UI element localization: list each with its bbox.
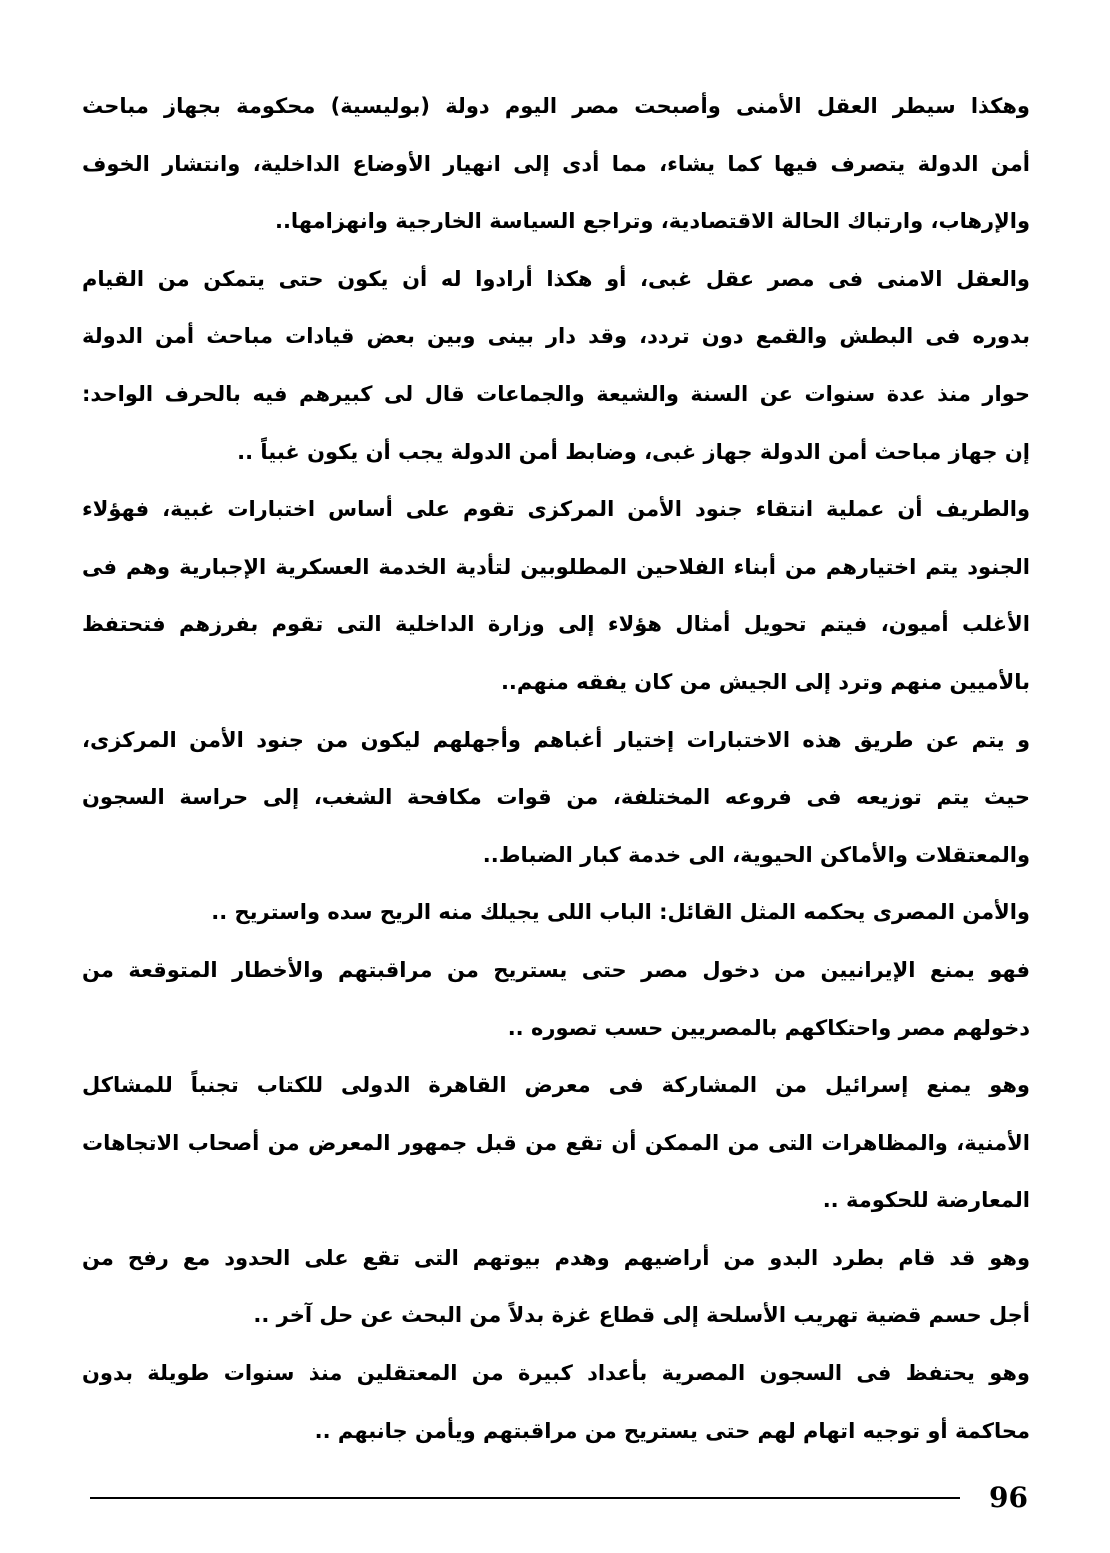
text-line: الجنود يتم اختيارهم من أبناء الفلاحين المطلوبين لتأدية الخدمة العسكرية الإجبارية وهم فى bbox=[82, 554, 1030, 579]
text-line: المعارضة للحكومة .. bbox=[822, 1188, 1030, 1213]
text-line: حوار منذ عدة سنوات عن السنة والشيعة والجماعات قال لى كبيرهم فيه بالحرف الواحد: bbox=[82, 381, 1030, 406]
text-line: حيث يتم توزيعه فى فروعه المختلفة، من قوات مكافحة الشغب، إلى حراسة السجون bbox=[82, 785, 1030, 810]
text-line: دخولهم مصر واحتكاكهم بالمصريين حسب تصوره .. bbox=[507, 1015, 1030, 1040]
text-line: والأمن المصرى يحكمه المثل القائل: الباب اللى يجيلك منه الريح سده واستريح .. bbox=[211, 900, 1030, 925]
text-line: وهو يحتفظ فى السجون المصرية بأعداد كبيرة من المعتقلين منذ سنوات طويلة بدون bbox=[82, 1361, 1030, 1386]
paragraph bbox=[82, 1057, 1030, 1230]
text-line: محاكمة أو توجيه اتهام لهم حتى يستريح من مراقبتهم ويأمن جانبهم .. bbox=[314, 1418, 1030, 1443]
paragraph bbox=[82, 1230, 1030, 1345]
paragraph bbox=[82, 712, 1030, 885]
text-line: والطريف أن عملية انتقاء جنود الأمن المركزى تقوم على أساس اختبارات غبية، فهؤلاء bbox=[82, 497, 1030, 522]
paragraph bbox=[82, 251, 1030, 481]
page-number: 96 bbox=[989, 1481, 1028, 1514]
paragraph bbox=[82, 78, 1030, 251]
paragraph bbox=[82, 481, 1030, 711]
text-line: و يتم عن طريق هذه الاختبارات إختيار أغباهم وأجهلهم ليكون من جنود الأمن المركزى، bbox=[82, 727, 1030, 752]
text-line: الأغلب أميون، فيتم تحويل أمثال هؤلاء إلى وزارة الداخلية التى تقوم بفرزهم فتحتفظ bbox=[82, 612, 1030, 637]
page-footer bbox=[82, 1478, 1030, 1518]
text-line: أمن الدولة يتصرف فيها كما يشاء، مما أدى إلى انهيار الأوضاع الداخلية، وانتشار الخوف bbox=[82, 151, 1030, 176]
text-line: والمعتقلات والأماكن الحيوية، الى خدمة كبار الضباط.. bbox=[482, 842, 1030, 867]
text-line: الأمنية، والمظاهرات التى من الممكن أن تقع من قبل جمهور المعرض من أصحاب الاتجاهات bbox=[82, 1130, 1030, 1155]
text-line: بالأميين منهم وترد إلى الجيش من كان يفقه منهم.. bbox=[500, 669, 1030, 694]
text-line: فهو يمنع الإيرانيين من دخول مصر حتى يستريح من مراقبتهم والأخطار المتوقعة من bbox=[82, 957, 1030, 982]
text-line: بدوره فى البطش والقمع دون تردد، وقد دار بينى وبين بعض قيادات مباحث أمن الدولة bbox=[82, 324, 1030, 349]
text-line: والإرهاب، وارتباك الحالة الاقتصادية، وتراجع السياسة الخارجية وانهزامها.. bbox=[274, 209, 1030, 234]
body-text bbox=[82, 78, 1030, 1460]
text-line: وهو قد قام بطرد البدو من أراضيهم وهدم بيوتهم التى تقع على الحدود مع رفح من bbox=[82, 1245, 1030, 1270]
text-line: أجل حسم قضية تهريب الأسلحة إلى قطاع غزة بدلاً من البحث عن حل آخر .. bbox=[253, 1303, 1030, 1328]
paragraph bbox=[82, 942, 1030, 1057]
text-line: والعقل الامنى فى مصر عقل غبى، أو هكذا أرادوا له أن يكون حتى يتمكن من القيام bbox=[82, 266, 1030, 291]
text-line: وهكذا سيطر العقل الأمنى وأصبحت مصر اليوم دولة (بوليسية) محكومة بجهاز مباحث bbox=[82, 94, 1030, 118]
text-line: إن جهاز مباحث أمن الدولة جهاز غبى، وضابط أمن الدولة يجب أن يكون غبياً .. bbox=[237, 439, 1030, 464]
paragraph bbox=[82, 1345, 1030, 1460]
footer-rule bbox=[90, 1497, 960, 1499]
text-line: وهو يمنع إسرائيل من المشاركة فى معرض القاهرة الدولى للكتاب تجنباً للمشاكل bbox=[82, 1073, 1030, 1098]
paragraph bbox=[82, 884, 1030, 942]
